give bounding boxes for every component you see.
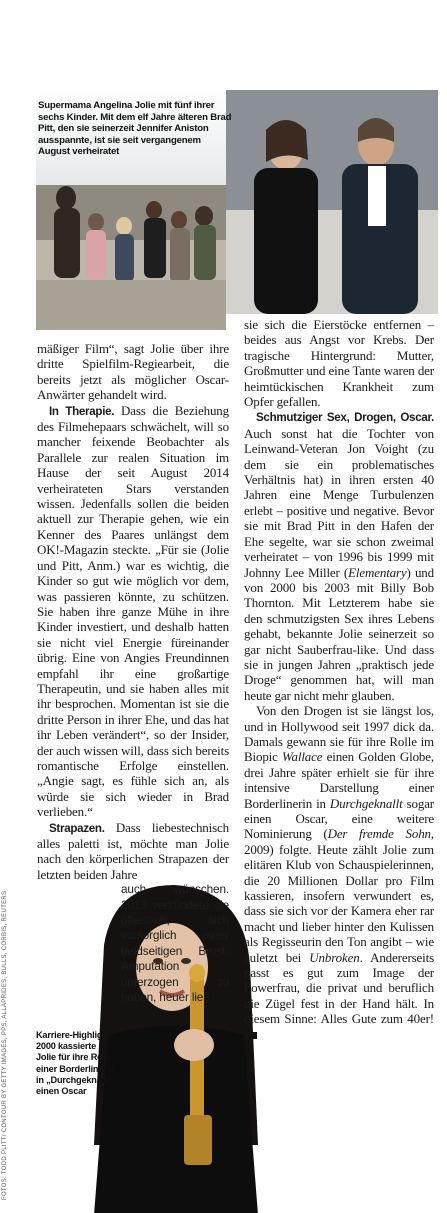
- paragraph-text: einen Golden Globe, drei Jahre später erhielt sie für ihre intensive Darstellung einer Borderlinerin in: [244, 749, 434, 811]
- paragraph: [244, 409, 434, 703]
- subheading-sex-drogen-oscar: Schmutziger Sex, Drogen, Oscar.: [256, 411, 434, 425]
- couple-photo: [226, 90, 438, 314]
- paragraph: [244, 703, 434, 1042]
- photo-credit: FOTOS: TODD PLITT/ CONTOUR BY GETTY IMAGES, PPS, ALLAPRIDES, BULLS, CORBIS, REUTERS: [2, 890, 8, 1200]
- end-mark: [250, 1032, 257, 1039]
- paragraph-wrapped: auch wünschen. 2013 verkündete sie öffentlich, sich vorsorglich einer beidseitigen Brust-Amputation unterzogen zu haben, heuer ließ: [121, 882, 229, 1005]
- paragraph-text: Von den Drogen ist sie längst los, und in Hollywood seit 1997 dick da. Damals gewann sie für ihre Rolle im Biopic: [244, 703, 434, 765]
- title-der-fremde-sohn: Der fremde Sohn: [327, 826, 431, 842]
- title-durchgeknallt: Durchgeknallt: [329, 795, 403, 811]
- paragraph: [37, 820, 229, 883]
- paragraph-text: , 2009) folgte. Heute zählt Jolie zum elitären Klub von Schauspielerinnen, die 20 Millionen Dollar pro Film kassieren, insofern verwundert es, dass sie sich vor der Kamera eher rar macht und lieber hinter den Kulissen als Regisseurin den Ton angibt – wie zuletzt bei: [244, 826, 435, 965]
- article-column-right: [244, 317, 434, 1042]
- title-elementary: Elementary: [348, 564, 407, 580]
- photo-caption-bottom: Karriere-Highlight: 2000 kassierte Jolie für ihre Rolle einer Borderlinerin in „Durchgeknallt“ einen Oscar: [36, 1030, 115, 1097]
- paragraph: [37, 403, 229, 820]
- paragraph: sie sich die Eierstöcke entfernen – beides aus Angst vor Krebs. Der tragische Hintergrund: Mutter, Großmutter und eine Tante waren der heimtückischen Krankheit zum Opfer gefallen.: [244, 317, 434, 410]
- paragraph-text: sogar einen Oscar, eine weitere Nominierung (: [244, 795, 434, 842]
- subheading-therapie: In Therapie.: [49, 404, 115, 418]
- paragraph-text: Dass liebestechnisch alles paletti ist, möchte man Jolie nach den körperlichen Strapazen der letzten beiden Jahre: [37, 819, 229, 882]
- paragraph: mäßiger Film“, sagt Jolie über ihre dritte Spielfilm-Regiearbeit, die bereits jetzt als möglicher Oscar-Anwärter gehandelt wird.: [37, 341, 229, 403]
- paragraph-text: Auch sonst hat die Tochter von Leinwand-Veteran Jon Voight (zu dem sie ein problematisches Verhältnis hat) in ihren ersten 40 Jahren eine Menge Turbulenzen erlebt – positive und negative. Bevor sie mit Brad Pitt in den Hafen der Ehe segelte, war sie schon zweimal verheiratet – von 1996 bis 1999 mit Johnny Lee Miller (: [244, 425, 434, 580]
- title-unbroken: Unbroken: [309, 949, 360, 965]
- article-column-left: [37, 341, 229, 1005]
- paragraph-text: . Andererseits passt es gut zum Image der Powerfrau, die privat und beruflich die Zügel fest in der Hand hält. In diesem Sinne: Alles Gute zum 40er!: [244, 949, 434, 1027]
- title-wallace: Wallace: [282, 749, 323, 765]
- subheading-strapazen: Strapazen.: [49, 821, 105, 835]
- photo-caption-top: Supermama Angelina Jolie mit fünf ihrer sechs Kinder. Mit dem elf Jahre älteren Brad Pitt, den sie seinerzeit Jennifer Aniston ausspannte, ist sie seit vergangenem August verheiratet: [38, 100, 232, 158]
- paragraph-text: Dass die Beziehung des Filmehepaars schwächelt, will so mancher feixende Beobachter als Parallele zur realen Situation im Hause der seit August 2014 verheirateten Stars verstanden wissen. Jedenfalls sollen die beiden aktuell zur Therapie gehen, wie ein Kenner des Paares unlängst dem OK!-Magazin steckte. „Für sie (Jolie und Pitt, Anm.) war es wichtig, die Kinder so gut wie möglich vor dem, was passieren könnte, zu schützen. Sie haben ihre ganze Mühe in ihre Kinder investiert, und deshalb hatten sie nicht viel Energie füreinander übrig. Eine von Angies Freundinnen empfahl ihr eine großartige Therapeutin, und sie haben alles mit ihr besprochen. Momentan ist sie die dritte Person in ihrer Ehe, und das hat ihr Leben verändert“, so der Insider, der auch wissen will, dass sich bereits romantische Erfolge einstellen. „Angie sagt, es fühle sich an, als würde sie sich wieder in Brad verlieben.“: [37, 402, 229, 820]
- paragraph-text: ) und von 2000 bis 2003 mit Billy Bob Thornton. Mit Letzterem habe sie den schmutzigsten Sex ihres Lebens gehabt, bekannte Jolie seinerzeit so gar nicht Sauberfrau-like. Und dass sie in jungen Jahren „praktisch jede Droge“ genommen hat, will man heute gar nicht mehr glauben.: [244, 564, 434, 703]
